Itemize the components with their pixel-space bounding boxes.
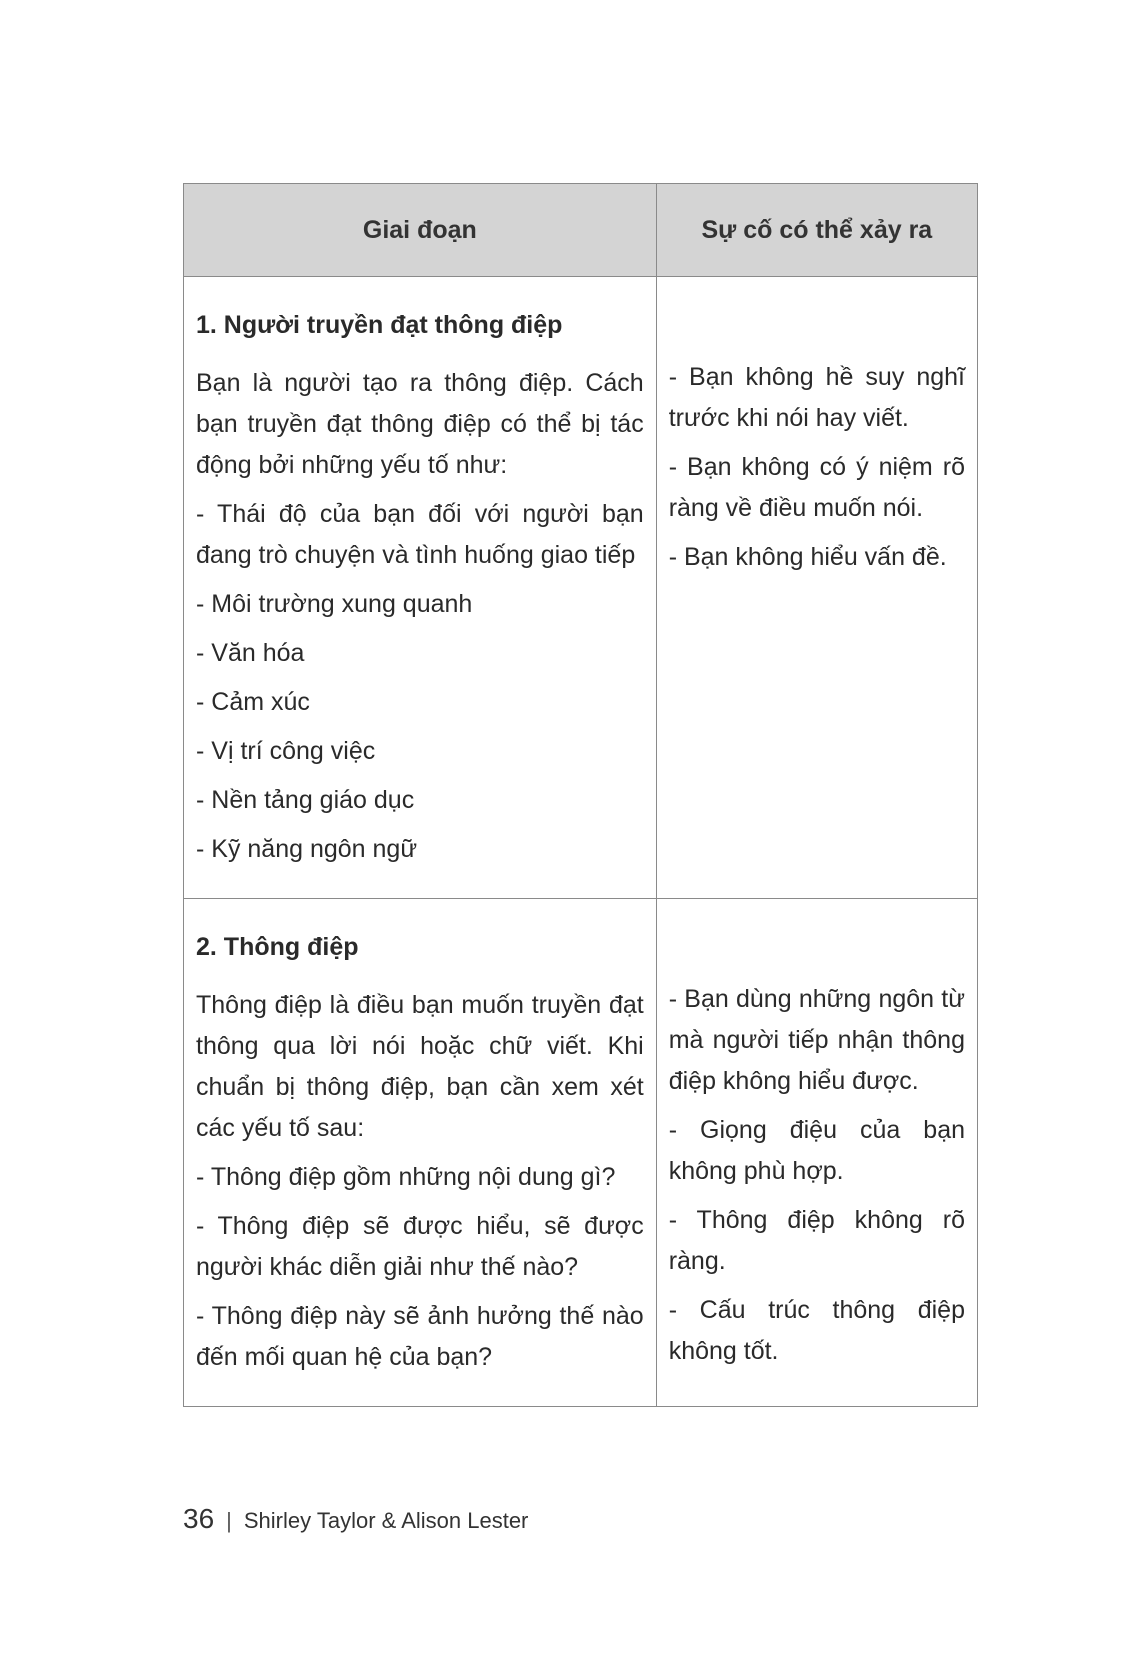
stage-text: - Thông điệp gồm những nội dung gì? <box>196 1163 616 1191</box>
issue-text: - Bạn không hiểu vấn đề. <box>668 543 947 571</box>
issue-text: - Bạn dùng những ngôn từ mà người tiếp nhận thông điệp không hiểu được. <box>668 985 965 1095</box>
stage-text: - Môi trường xung quanh <box>196 590 473 618</box>
page-footer <box>183 1503 528 1535</box>
issues-cell <box>656 277 977 899</box>
issue-text: - Cấu trúc thông điệp không tốt. <box>668 1296 965 1365</box>
issue-text: - Bạn không hề suy nghĩ trước khi nói hay viết. <box>668 363 965 432</box>
stage-text: Bạn là người tạo ra thông điệp. Cách bạn truyền đạt thông điệp có thể bị tác động bởi những yếu tố như: <box>196 369 644 479</box>
table-row <box>184 277 978 899</box>
stage-cell <box>184 277 657 899</box>
stage-text: - Thái độ của bạn đối với người bạn đang trò chuyện và tình huống giao tiếp <box>196 500 644 569</box>
issues-cell <box>656 899 977 1407</box>
header-issues: Sự cố có thể xảy ra <box>656 184 977 277</box>
stage-text: Thông điệp là điều bạn muốn truyền đạt thông qua lời nói hoặc chữ viết. Khi chuẩn bị thông điệp, bạn cần xem xét các yếu tố sau: <box>196 991 644 1142</box>
stage-text: - Kỹ năng ngôn ngữ <box>196 835 418 863</box>
issue-text: - Thông điệp không rõ ràng. <box>668 1206 965 1275</box>
table-header-row <box>184 184 978 277</box>
stage-text: - Nền tảng giáo dục <box>196 786 415 814</box>
issue-text: - Giọng điệu của bạn không phù hợp. <box>668 1116 965 1185</box>
communication-stages-table <box>183 183 978 1407</box>
stage-text: - Vị trí công việc <box>196 737 376 765</box>
stage-title: 1. Người truyền đạt thông điệp <box>196 311 563 339</box>
footer-authors: Shirley Taylor & Alison Lester <box>243 1508 529 1533</box>
stage-text: - Thông điệp này sẽ ảnh hưởng thế nào đến mối quan hệ của bạn? <box>196 1302 644 1371</box>
stage-text: - Cảm xúc <box>196 688 310 716</box>
footer-separator: | <box>226 1508 232 1533</box>
stage-text: - Thông điệp sẽ được hiểu, sẽ được người khác diễn giải như thế nào? <box>196 1212 644 1281</box>
page-number: 36 <box>183 1503 215 1534</box>
stage-title: 2. Thông điệp <box>196 933 359 961</box>
header-stage: Giai đoạn <box>184 184 657 277</box>
stage-text: - Văn hóa <box>196 639 305 667</box>
issue-text: - Bạn không có ý niệm rõ ràng về điều muốn nói. <box>668 453 965 522</box>
stage-cell <box>184 899 657 1407</box>
table-row <box>184 899 978 1407</box>
